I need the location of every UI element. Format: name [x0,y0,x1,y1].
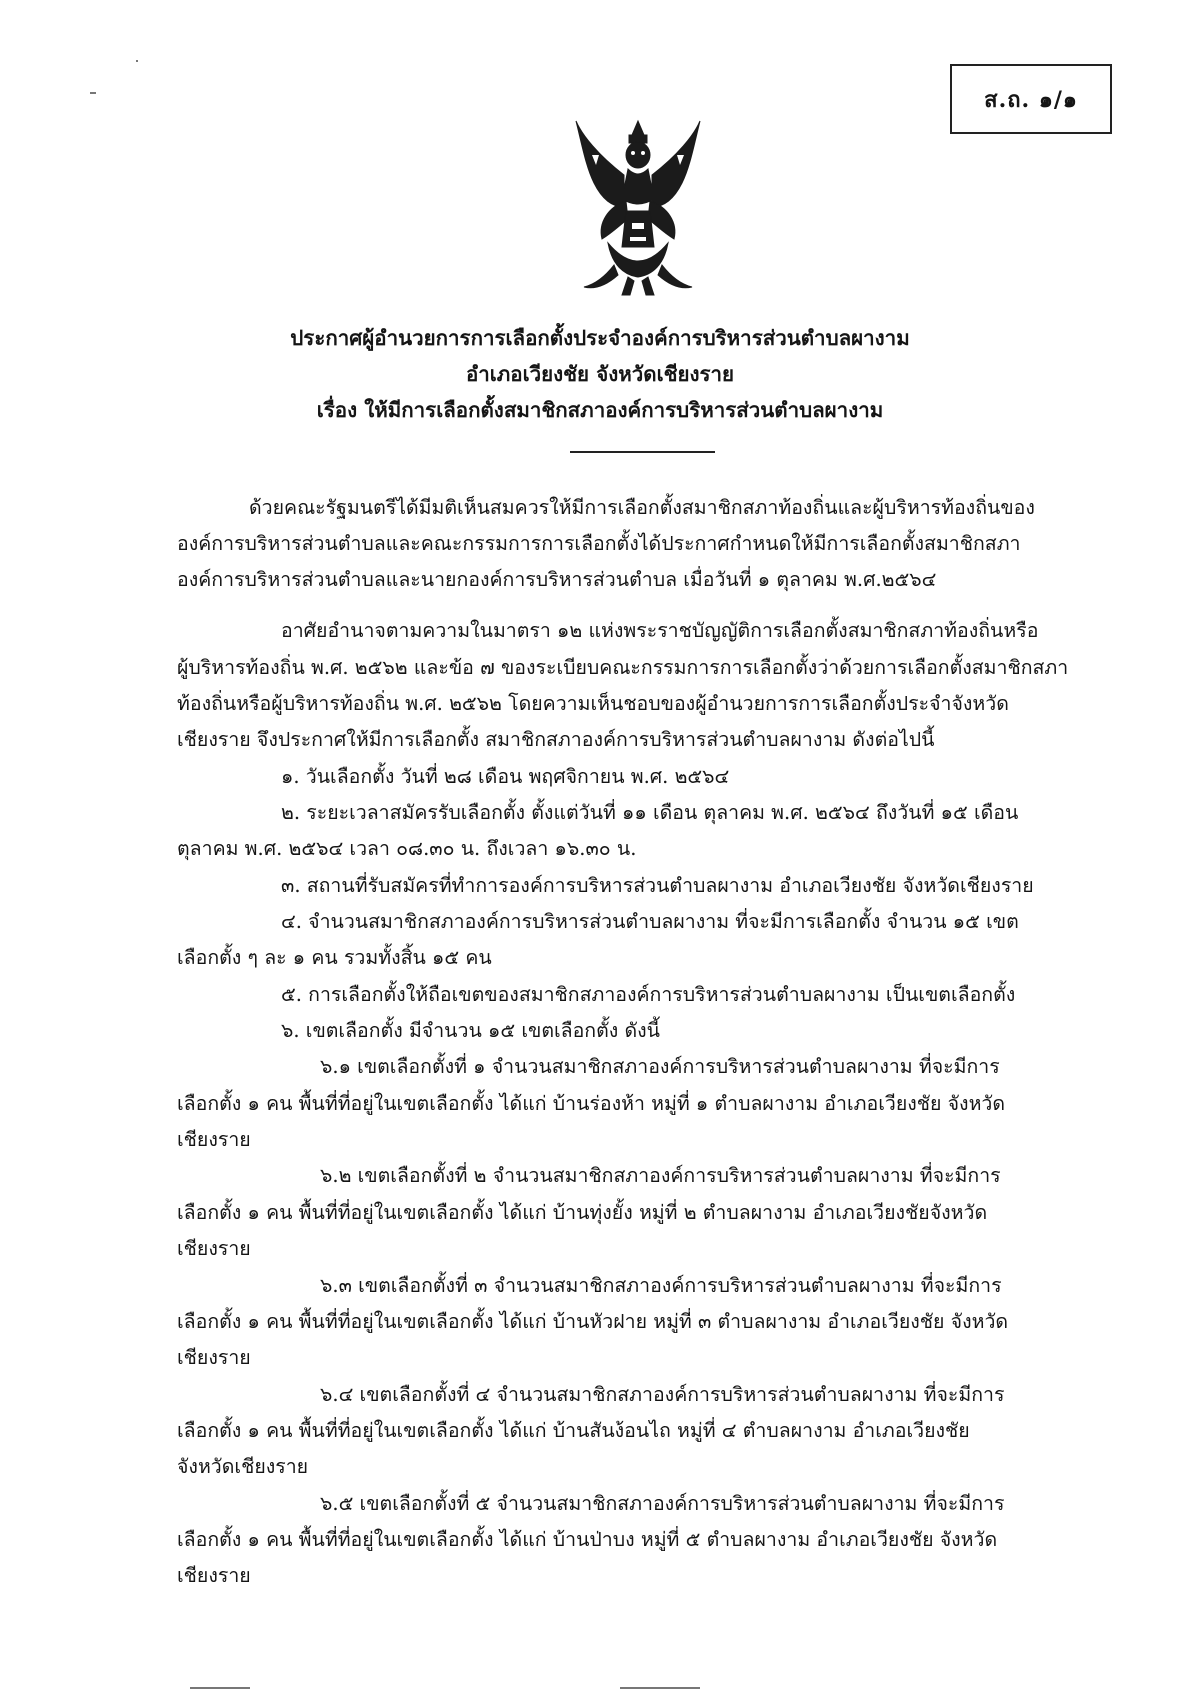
item-1-election-date: ๑. วันเลือกตั้ง วันที่ ๒๘ เดือน พฤศจิกายน พ.ศ. ๒๕๖๔ [281,765,730,788]
district-3-line-3: เชียงราย [177,1346,251,1369]
authority-line-4: เชียงราย จึงประกาศให้มีการเลือกตั้ง สมาชิกสภาองค์การบริหารส่วนตำบลผางาม ดังต่อไปนี้ [177,728,935,751]
item-2-application-period: ๒. ระยะเวลาสมัครรับเลือกตั้ง ตั้งแต่วันที่ ๑๑ เดือน ตุลาคม พ.ศ. ๒๕๖๔ ถึงวันที่ ๑๕ เดือน [281,801,1019,824]
header-location: อำเภอเวียงชัย จังหวัดเชียงราย [465,362,735,386]
item-6-district-count: ๖. เขตเลือกตั้ง มีจำนวน ๑๕ เขตเลือกตั้ง ดังนี้ [281,1019,661,1042]
scan-speck [190,1687,250,1689]
header-divider [570,451,715,453]
item-5-district-basis: ๕. การเลือกตั้งให้ถือเขตของสมาชิกสภาองค์การบริหารส่วนตำบลผางาม เป็นเขตเลือกตั้ง [281,983,1016,1006]
preamble-line-1: ด้วยคณะรัฐมนตรีได้มีมติเห็นสมควรให้มีการเลือกตั้งสมาชิกสภาท้องถิ่นและผู้บริหารท้องถิ่นของ [249,496,1035,519]
district-1-line-1: ๖.๑ เขตเลือกตั้งที่ ๑ จำนวนสมาชิกสภาองค์การบริหารส่วนตำบลผางาม ที่จะมีการ [320,1055,1000,1078]
item-2-application-period-cont: ตุลาคม พ.ศ. ๒๕๖๔ เวลา ๐๘.๓๐ น. ถึงเวลา ๑๖.๓๐ น. [177,837,637,860]
district-2-line-3: เชียงราย [177,1237,251,1260]
announcement-header [0,320,1200,428]
scan-speck [90,92,96,94]
garuda-emblem [568,115,708,300]
form-code-box: ส.ถ. ๑/๑ [950,64,1112,134]
district-4-line-2: เลือกตั้ง ๑ คน พื้นที่ที่อยู่ในเขตเลือกตั้ง ได้แก่ บ้านสันง้อนไถ หมู่ที่ ๔ ตำบลผางาม อำเภอเวียงชัย [177,1419,970,1442]
district-1-line-2: เลือกตั้ง ๑ คน พื้นที่ที่อยู่ในเขตเลือกตั้ง ได้แก่ บ้านร่องห้า หมู่ที่ ๑ ตำบลผางาม อำเภอเวียงชัย จังหวัด [177,1092,1006,1115]
item-3-application-venue: ๓. สถานที่รับสมัครที่ทำการองค์การบริหารส่วนตำบลผางาม อำเภอเวียงชัย จังหวัดเชียงราย [281,874,1034,897]
district-3-line-2: เลือกตั้ง ๑ คน พื้นที่ที่อยู่ในเขตเลือกตั้ง ได้แก่ บ้านหัวฝาย หมู่ที่ ๓ ตำบลผางาม อำเภอเวียงชัย จังหวัด [177,1310,1009,1333]
scan-speck [620,1687,700,1689]
district-1-line-3: เชียงราย [177,1128,251,1151]
district-5-line-3: เชียงราย [177,1564,251,1587]
district-4-line-3: จังหวัดเชียงราย [177,1455,309,1478]
authority-line-3: ท้องถิ่นหรือผู้บริหารท้องถิ่น พ.ศ. ๒๕๖๒ โดยความเห็นชอบของผู้อำนวยการการเลือกตั้งประจำจังหวัด [177,692,1009,715]
item-4-member-count: ๔. จำนวนสมาชิกสภาองค์การบริหารส่วนตำบลผางาม ที่จะมีการเลือกตั้ง จำนวน ๑๕ เขต [281,910,1019,933]
preamble-line-3: องค์การบริหารส่วนตำบลและนายกองค์การบริหารส่วนตำบล เมื่อวันที่ ๑ ตุลาคม พ.ศ.๒๕๖๔ [177,568,937,591]
district-3-line-1: ๖.๓ เขตเลือกตั้งที่ ๓ จำนวนสมาชิกสภาองค์การบริหารส่วนตำบลผางาม ที่จะมีการ [320,1274,1002,1297]
district-5-line-2: เลือกตั้ง ๑ คน พื้นที่ที่อยู่ในเขตเลือกตั้ง ได้แก่ บ้านป่าบง หมู่ที่ ๕ ตำบลผางาม อำเภอเวียงชัย จังหวัด [177,1528,998,1551]
header-title: ประกาศผู้อำนวยการการเลือกตั้งประจำองค์การบริหารส่วนตำบลผางาม [290,326,910,350]
item-4-member-count-cont: เลือกตั้ง ๆ ละ ๑ คน รวมทั้งสิ้น ๑๕ คน [177,946,492,969]
header-subject: เรื่อง ให้มีการเลือกตั้งสมาชิกสภาองค์การบริหารส่วนตำบลผางาม [316,398,884,422]
district-2-line-1: ๖.๒ เขตเลือกตั้งที่ ๒ จำนวนสมาชิกสภาองค์การบริหารส่วนตำบลผางาม ที่จะมีการ [320,1164,1001,1187]
authority-line-2: ผู้บริหารท้องถิ่น พ.ศ. ๒๕๖๒ และข้อ ๗ ของระเบียบคณะกรรมการการเลือกตั้งว่าด้วยการเลือกตั้งสมาชิกสภา [177,656,1069,679]
authority-line-1: อาศัยอำนาจตามความในมาตรา ๑๒ แห่งพระราชบัญญัติการเลือกตั้งสมาชิกสภาท้องถิ่นหรือ [281,619,1039,642]
district-2-line-2: เลือกตั้ง ๑ คน พื้นที่ที่อยู่ในเขตเลือกตั้ง ได้แก่ บ้านทุ่งยั้ง หมู่ที่ ๒ ตำบลผางาม อำเภอเวียงชัยจังหวัด [177,1201,988,1224]
district-5-line-1: ๖.๕ เขตเลือกตั้งที่ ๕ จำนวนสมาชิกสภาองค์การบริหารส่วนตำบลผางาม ที่จะมีการ [320,1492,1005,1515]
scan-speck [136,60,138,62]
preamble-line-2: องค์การบริหารส่วนตำบลและคณะกรรมการการเลือกตั้งได้ประกาศกำหนดให้มีการเลือกตั้งสมาชิกสภา [177,532,1021,555]
district-4-line-1: ๖.๔ เขตเลือกตั้งที่ ๔ จำนวนสมาชิกสภาองค์การบริหารส่วนตำบลผางาม ที่จะมีการ [320,1383,1005,1406]
